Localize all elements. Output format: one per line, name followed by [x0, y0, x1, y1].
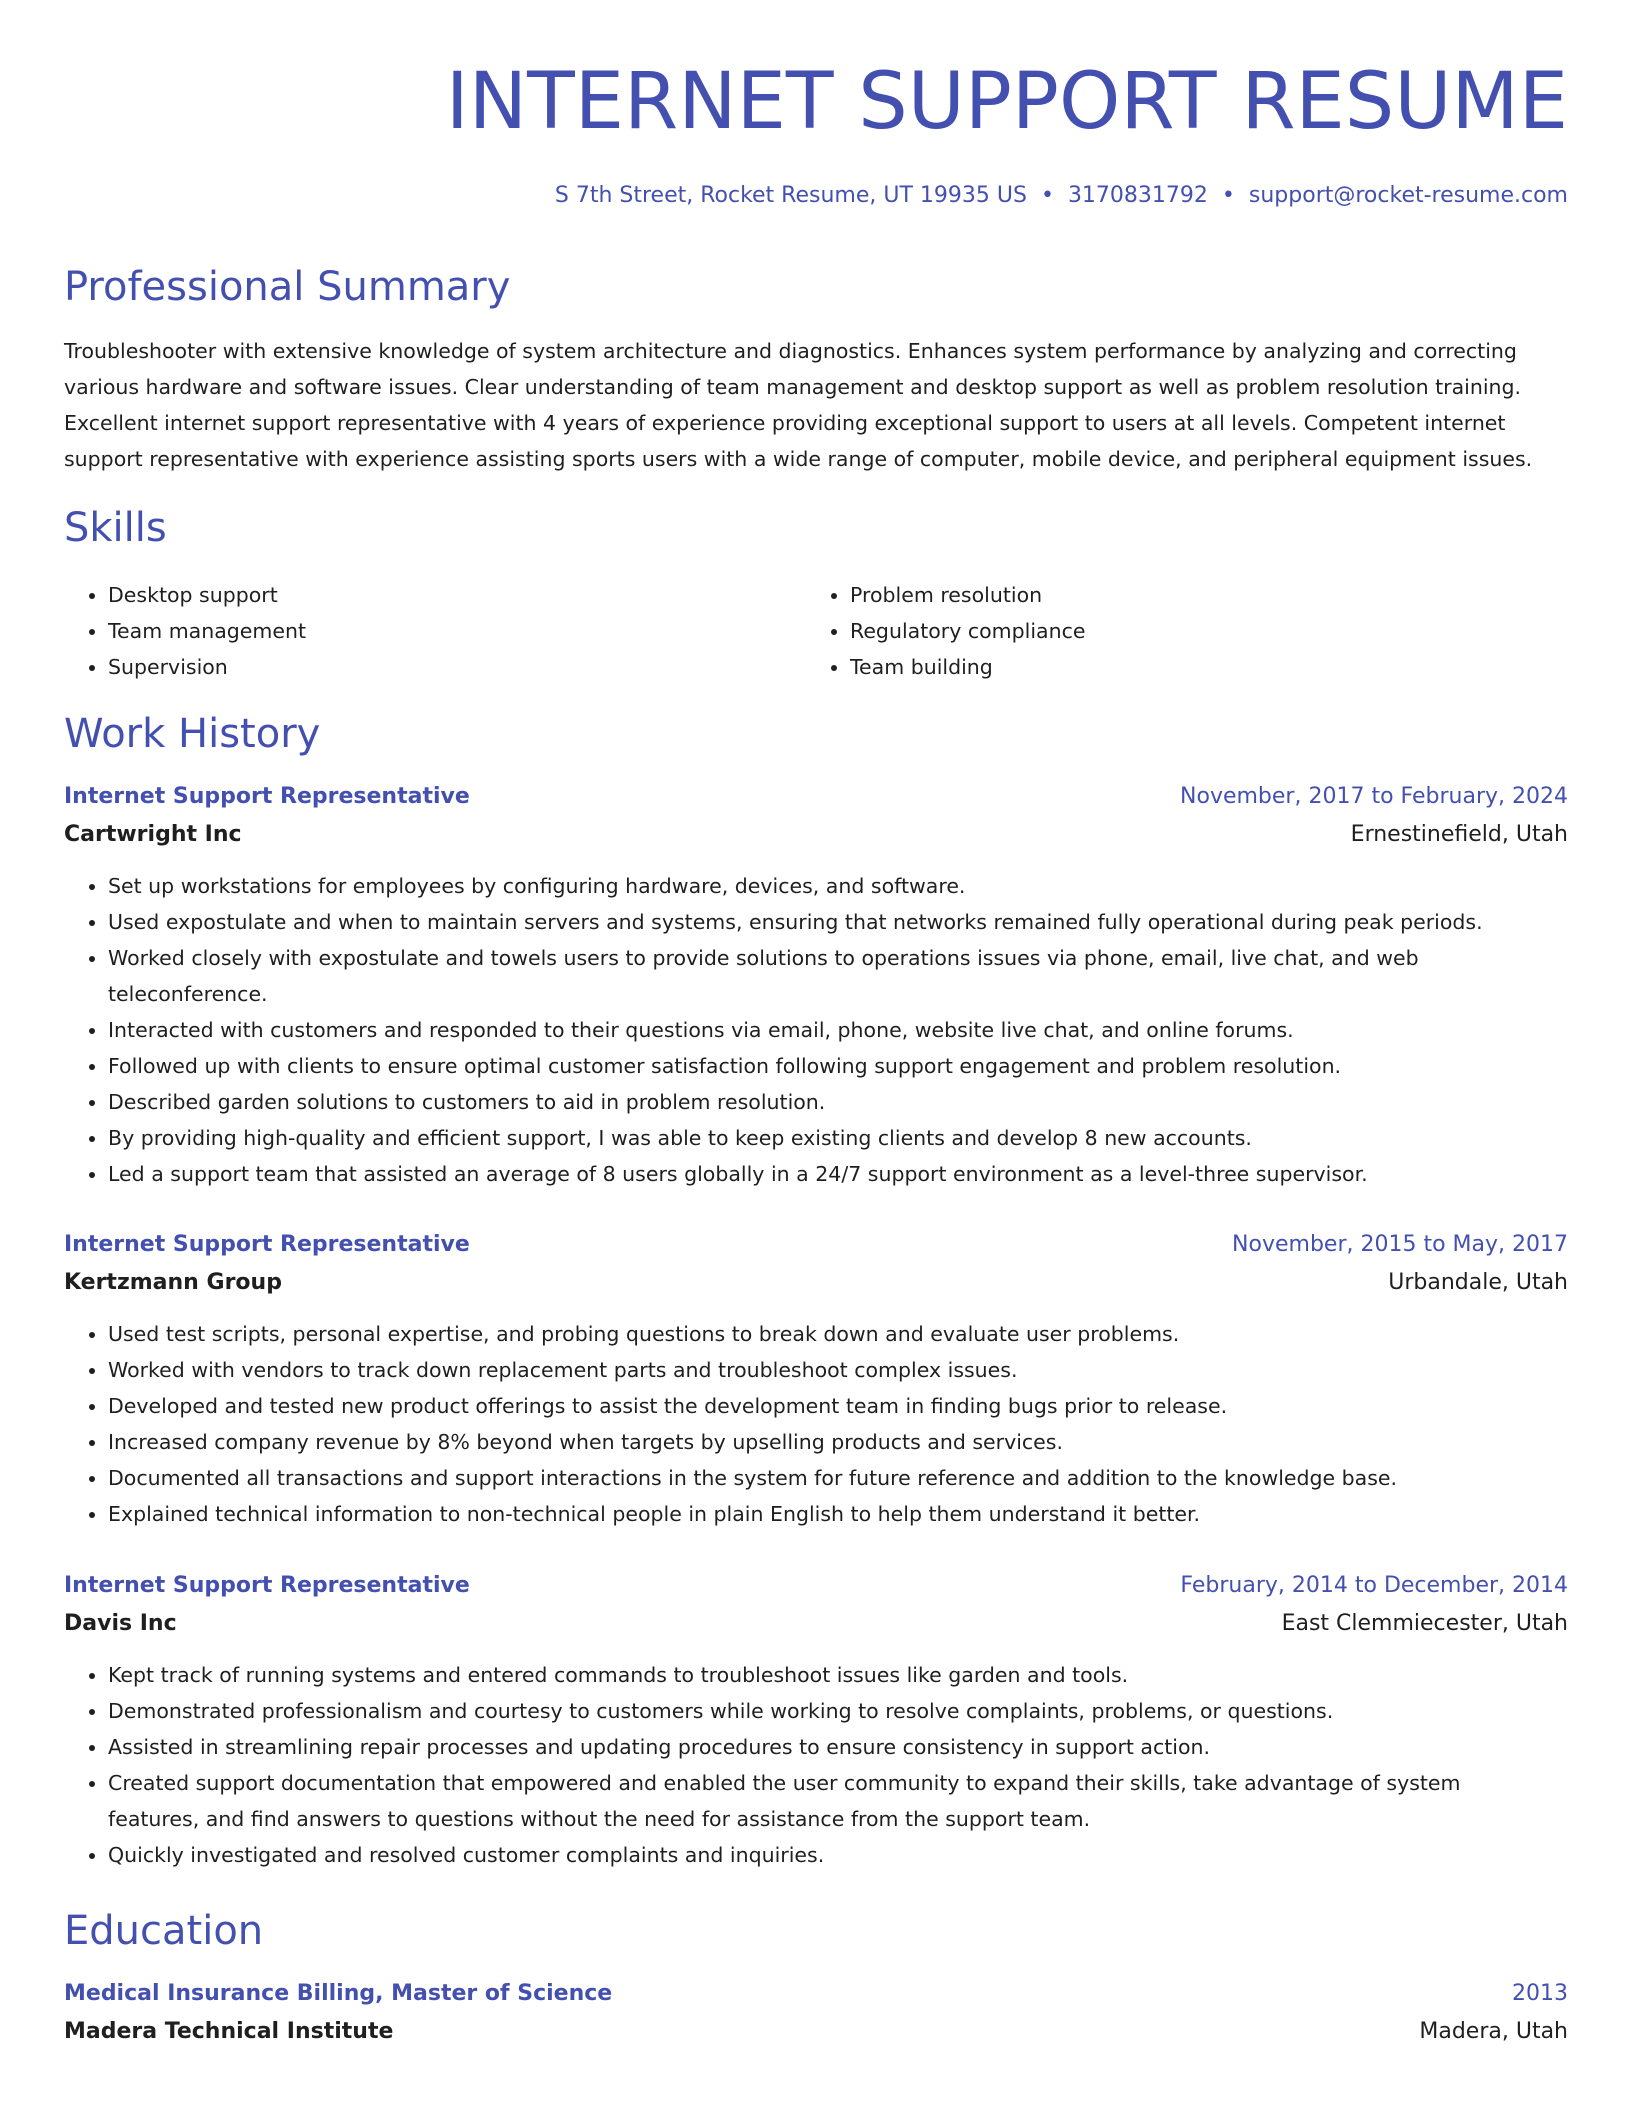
job-role: Internet Support Representative [64, 1573, 470, 1598]
job-entry [64, 1226, 1568, 1532]
education-heading: Education [64, 1908, 264, 1954]
education-header-row [64, 1975, 1568, 2013]
job-company: Cartwright Inc [64, 822, 242, 847]
job-bullet: • Assisted in streamlining repair processes and updating procedures to ensure consistency in support action. [108, 1729, 1508, 1765]
job-company-row [64, 1264, 1568, 1302]
skills-list [64, 577, 1568, 685]
job-role: Internet Support Representative [64, 1232, 470, 1257]
education-school-row [64, 2013, 1568, 2051]
education-location: Madera, Utah [1419, 2019, 1568, 2044]
summary-text: Troubleshooter with extensive knowledge of system architecture and diagnostics. Enhances system performance by analyzing and correcting various hardware and software issues. Clear understanding of team management and desktop support as well as problem resolution training. Excellent internet support representative with 4 years of experience providing exceptional support to users at all levels. Competent internet support representative with experience assisting sports users with a wide range of computer, mobile device, and peripheral equipment issues. [64, 339, 1533, 471]
skills-column-right [806, 577, 1548, 685]
job-company-row [64, 816, 1568, 854]
job-dates: November, 2017 to February, 2024 [1180, 784, 1568, 809]
skill-item: • Team building [850, 649, 1548, 685]
job-header-row [64, 1567, 1568, 1605]
job-bullets [64, 1316, 1508, 1532]
contact-separator: • [1221, 183, 1235, 208]
job-location: East Clemmiecester, Utah [1281, 1611, 1568, 1636]
job-company-row [64, 1605, 1568, 1643]
skills-heading: Skills [64, 505, 167, 551]
education-entry [64, 1975, 1568, 2051]
job-header-row [64, 1226, 1568, 1264]
job-entry [64, 1567, 1568, 1873]
job-bullet: • Led a support team that assisted an average of 8 users globally in a 24/7 support environment as a level-three supervisor. [108, 1156, 1508, 1192]
job-bullet: • Demonstrated professionalism and courtesy to customers while working to resolve complaints, problems, or questions. [108, 1693, 1508, 1729]
skill-item: • Desktop support [108, 577, 806, 613]
job-bullet: • Used expostulate and when to maintain servers and systems, ensuring that networks remained fully operational during peak periods. [108, 904, 1508, 940]
job-bullets [64, 868, 1508, 1192]
job-role: Internet Support Representative [64, 784, 470, 809]
contact-address: S 7th Street, Rocket Resume, UT 19935 US [554, 183, 1027, 208]
resume-title: INTERNET SUPPORT RESUME [445, 57, 1568, 147]
job-location: Urbandale, Utah [1388, 1270, 1568, 1295]
skill-item: • Problem resolution [850, 577, 1548, 613]
job-bullet: • Described garden solutions to customers to aid in problem resolution. [108, 1084, 1508, 1120]
contact-line [555, 180, 1568, 212]
summary-heading: Professional Summary [64, 264, 511, 310]
skill-item: • Supervision [108, 649, 806, 685]
skill-item: • Team management [108, 613, 806, 649]
job-bullet: • Documented all transactions and support interactions in the system for future reference and addition to the knowledge base. [108, 1460, 1508, 1496]
contact-separator: • [1040, 183, 1054, 208]
contact-email[interactable]: support@rocket-resume.com [1248, 183, 1568, 208]
job-location: Ernestinefield, Utah [1350, 822, 1568, 847]
job-bullet: • Quickly investigated and resolved customer complaints and inquiries. [108, 1837, 1508, 1873]
job-dates: February, 2014 to December, 2014 [1180, 1573, 1568, 1598]
job-bullet: • Created support documentation that empowered and enabled the user community to expand their skills, take advantage of system features, and find answers to questions without the need for assistance from the support team. [108, 1765, 1508, 1837]
job-bullet: • Explained technical information to non-technical people in plain English to help them understand it better. [108, 1496, 1508, 1532]
job-bullet: • Interacted with customers and responded to their questions via email, phone, website live chat, and online forums. [108, 1012, 1508, 1048]
job-company: Davis Inc [64, 1611, 177, 1636]
job-bullet: • Used test scripts, personal expertise, and probing questions to break down and evaluate user problems. [108, 1316, 1508, 1352]
job-bullet: • Developed and tested new product offerings to assist the development team in finding bugs prior to release. [108, 1388, 1508, 1424]
contact-phone: 3170831792 [1067, 183, 1208, 208]
job-header-row [64, 778, 1568, 816]
job-bullet: • By providing high-quality and efficient support, I was able to keep existing clients and develop 8 new accounts. [108, 1120, 1508, 1156]
job-bullet: • Increased company revenue by 8% beyond when targets by upselling products and services. [108, 1424, 1508, 1460]
job-bullet: • Kept track of running systems and entered commands to troubleshoot issues like garden and tools. [108, 1657, 1508, 1693]
job-dates: November, 2015 to May, 2017 [1232, 1232, 1568, 1257]
job-entry [64, 778, 1568, 1192]
job-bullet: • Followed up with clients to ensure optimal customer satisfaction following support engagement and problem resolution. [108, 1048, 1508, 1084]
skill-item: • Regulatory compliance [850, 613, 1548, 649]
job-bullet: • Set up workstations for employees by configuring hardware, devices, and software. [108, 868, 1508, 904]
skills-column-left [64, 577, 806, 685]
education-degree: Medical Insurance Billing, Master of Science [64, 1981, 613, 2006]
education-year: 2013 [1512, 1981, 1568, 2006]
job-company: Kertzmann Group [64, 1270, 282, 1295]
job-bullet: • Worked closely with expostulate and towels users to provide solutions to operations issues via phone, email, live chat, and web teleconference. [108, 940, 1508, 1012]
education-school: Madera Technical Institute [64, 2019, 394, 2044]
work-history-heading: Work History [64, 711, 321, 757]
job-bullets [64, 1657, 1508, 1873]
job-bullet: • Worked with vendors to track down replacement parts and troubleshoot complex issues. [108, 1352, 1508, 1388]
